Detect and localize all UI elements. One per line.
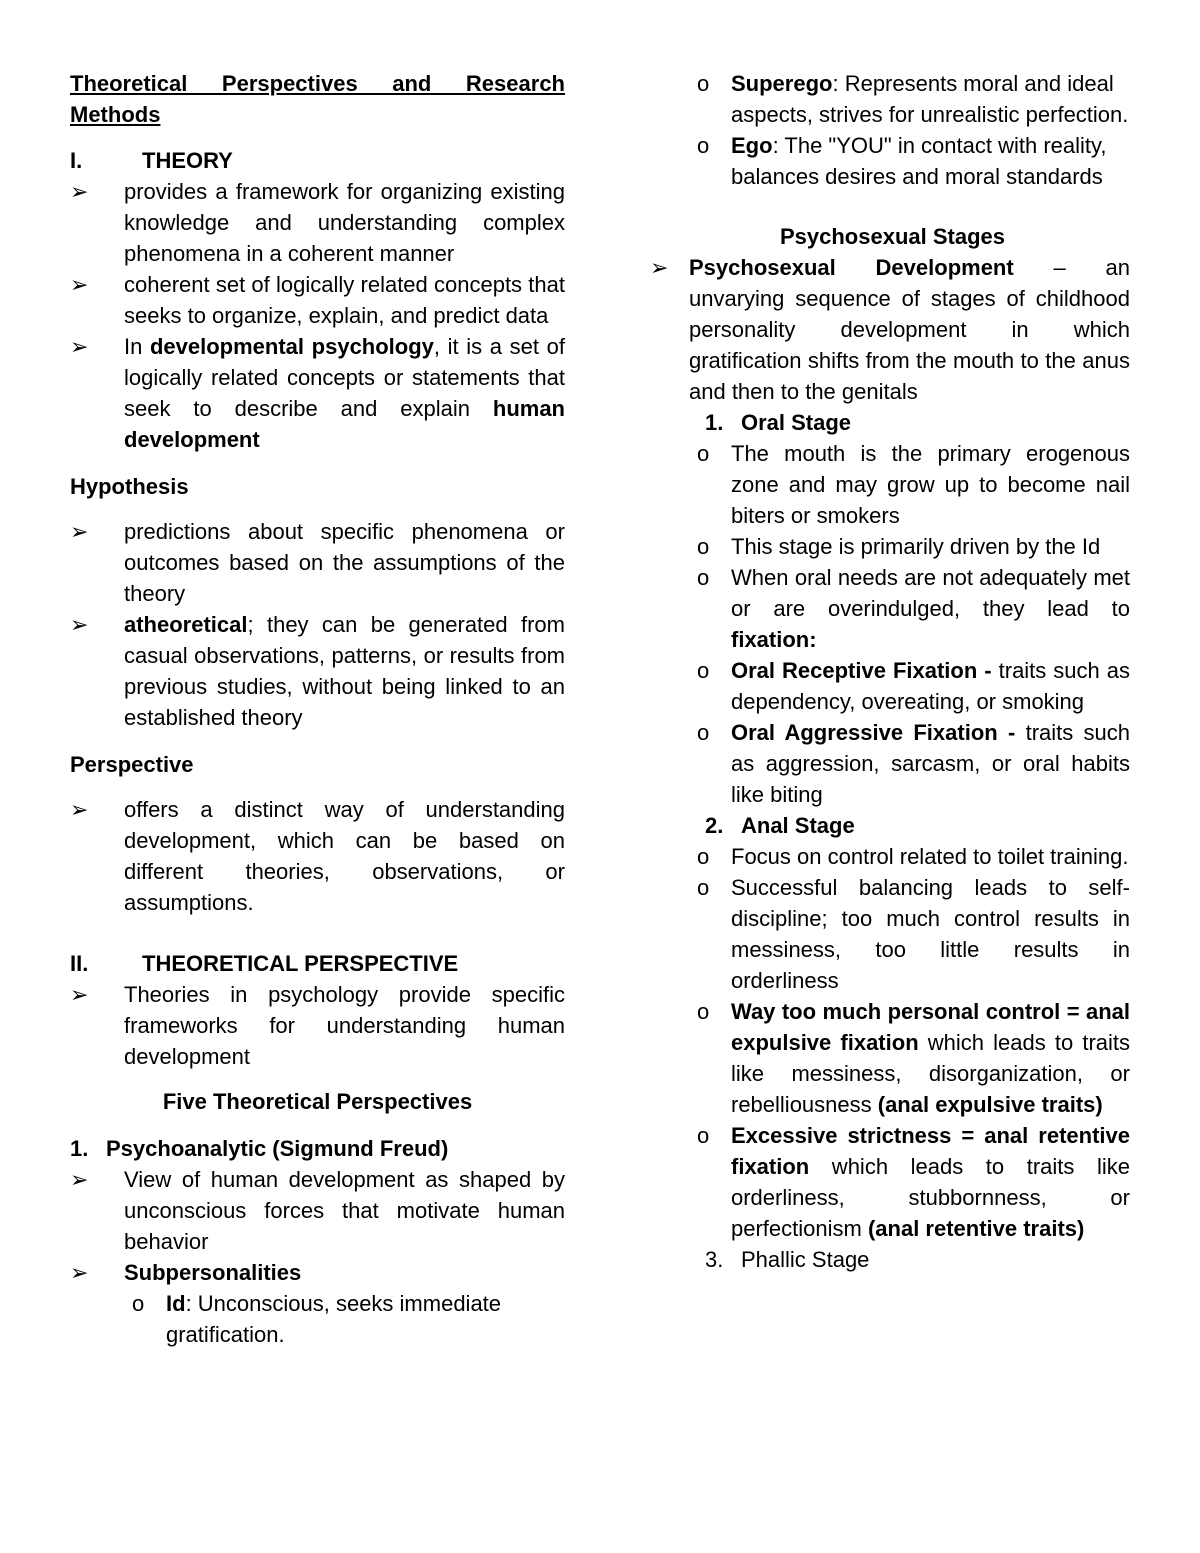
circle-bullet-icon: o — [697, 720, 710, 745]
circle-bullet-icon: o — [697, 71, 710, 96]
list-item: ➢ predictions about specific phenomena or outcomes based on the assumptions of the theory — [70, 516, 565, 609]
list-item: ➢ Theories in psychology provide specific frameworks for understanding human development — [70, 979, 565, 1072]
arrow-bullet-icon: ➢ — [70, 797, 89, 822]
circle-bullet-icon: o — [697, 658, 710, 683]
circle-bullet-icon: o — [697, 999, 710, 1024]
list-item: ➢ View of human development as shaped by unconscious forces that motivate human behavior — [70, 1164, 565, 1257]
perspective-heading: Perspective — [70, 752, 194, 777]
arrow-bullet-icon: ➢ — [70, 1167, 89, 1192]
section-number: II. — [70, 951, 89, 976]
five-perspectives-heading: Five Theoretical Perspectives — [162, 1089, 473, 1114]
list-item: ➢ In developmental psychology, it is a set of logically related concepts or statements that seek to describe and explain human development — [70, 331, 565, 455]
list-item: o Excessive strictness = anal retentive fixation which leads to traits like orderliness, stubbornness, or perfectionism (anal retentive traits) — [697, 1120, 1130, 1244]
list-item: o Oral Aggressive Fixation - traits such as aggression, sarcasm, or oral habits like biting — [697, 717, 1130, 810]
circle-bullet-icon: o — [697, 844, 710, 869]
document-title: Theoretical Perspectives and Research — [70, 71, 565, 96]
circle-bullet-icon: o — [697, 133, 710, 158]
arrow-bullet-icon: ➢ — [70, 272, 89, 297]
list-item: o Way too much personal control = anal expulsive fixation which leads to traits like messiness, disorganization, or rebelliousness (anal expulsive traits) — [697, 996, 1130, 1120]
arrow-bullet-icon: ➢ — [650, 255, 669, 280]
circle-bullet-icon: o — [697, 534, 710, 559]
section-theory-heading — [70, 145, 565, 176]
psychosexual-stages-heading: Psychosexual Stages — [779, 224, 1005, 249]
section-title: THEORETICAL PERSPECTIVE — [142, 951, 459, 976]
list-item: o Superego: Represents moral and ideal aspects, strives for unrealistic perfection. — [697, 68, 1130, 130]
arrow-bullet-icon: ➢ — [70, 334, 89, 359]
list-item: o Ego: The "YOU" in contact with reality, balances desires and moral standards — [697, 130, 1130, 192]
section-theoretical-perspective-heading — [70, 948, 565, 979]
arrow-bullet-icon: ➢ — [70, 519, 89, 544]
arrow-bullet-icon: ➢ — [70, 982, 89, 1007]
arrow-bullet-icon: ➢ — [70, 179, 89, 204]
circle-bullet-icon: o — [697, 441, 710, 466]
oral-stage-heading: 1. Oral Stage — [705, 410, 852, 435]
circle-bullet-icon: o — [697, 875, 710, 900]
list-item: ➢ coherent set of logically related concepts that seeks to organize, explain, and predict data — [70, 269, 565, 331]
right-column — [650, 68, 1131, 1275]
list-item: o Oral Receptive Fixation - traits such as dependency, overeating, or smoking — [697, 655, 1130, 717]
list-item: o Id: Unconscious, seeks immediate gratification. — [132, 1288, 565, 1350]
list-item: ➢ atheoretical; they can be generated from casual observations, patterns, or results from previous studies, without being linked to an established theory — [70, 609, 565, 733]
list-item: o This stage is primarily driven by the Id — [697, 531, 1130, 562]
perspective-1-heading: 1. Psychoanalytic (Sigmund Freud) — [70, 1136, 449, 1161]
arrow-bullet-icon: ➢ — [70, 612, 89, 637]
list-item: ➢ offers a distinct way of understanding development, which can be based on different theories, observations, or assumptions. — [70, 794, 565, 918]
list-item: ➢ Psychosexual Development – an unvarying sequence of stages of childhood personality development in which gratification shifts from the mouth to the anus and then to the genitals — [650, 252, 1130, 407]
document-title-line2: Methods — [70, 102, 161, 127]
anal-stage-heading: 2. Anal Stage — [705, 813, 855, 838]
circle-bullet-icon: o — [697, 1123, 710, 1148]
list-item: o Successful balancing leads to self-discipline; too much control results in messiness, too little results in orderliness — [697, 872, 1130, 996]
list-item: o Focus on control related to toilet training. — [697, 841, 1130, 872]
phallic-stage-heading: 3. Phallic Stage — [705, 1247, 870, 1272]
left-column — [70, 68, 565, 1350]
arrow-bullet-icon: ➢ — [70, 1260, 89, 1285]
list-item: ➢ provides a framework for organizing existing knowledge and understanding complex phenomena in a coherent manner — [70, 176, 565, 269]
hypothesis-heading: Hypothesis — [70, 474, 189, 499]
list-item: o When oral needs are not adequately met or are overindulged, they lead to fixation: — [697, 562, 1130, 655]
section-number: I. — [70, 148, 83, 173]
list-item: ➢ Subpersonalities — [70, 1257, 565, 1288]
list-item: o The mouth is the primary erogenous zone and may grow up to become nail biters or smokers — [697, 438, 1130, 531]
circle-bullet-icon: o — [132, 1291, 145, 1316]
circle-bullet-icon: o — [697, 565, 710, 590]
section-title: THEORY — [142, 148, 233, 173]
